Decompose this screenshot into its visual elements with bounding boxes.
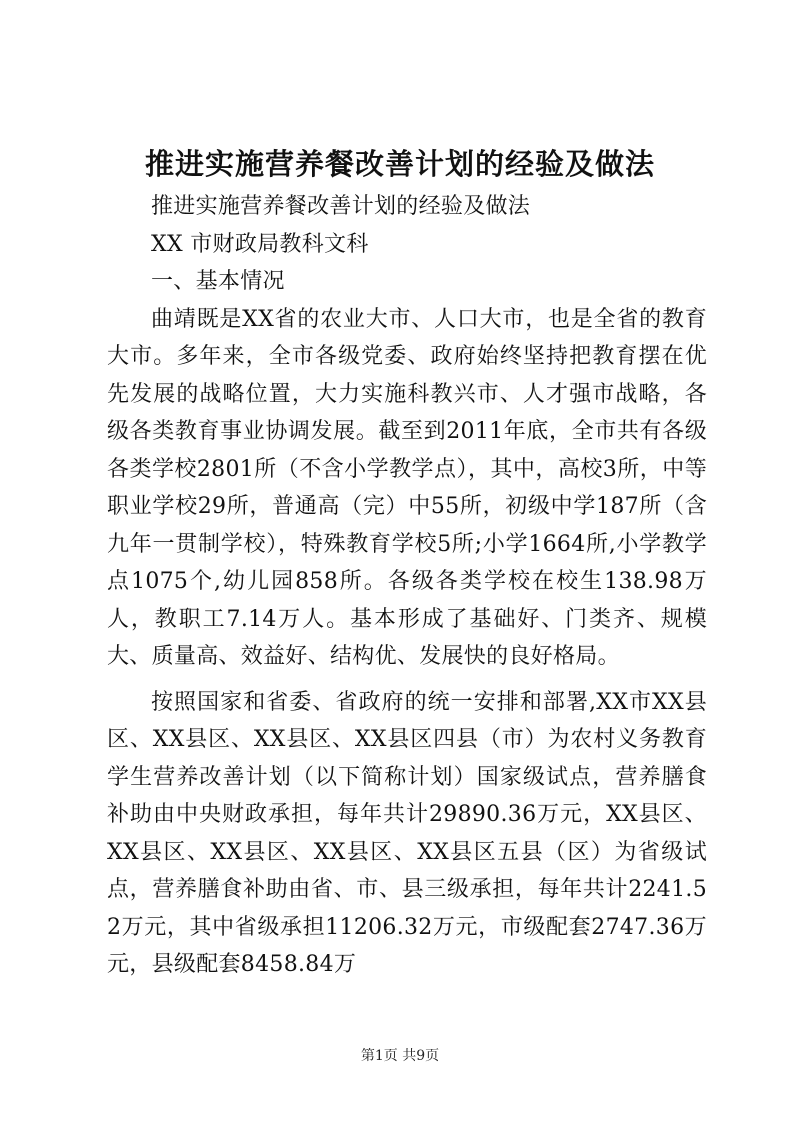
paragraph: 按照国家和省委、省政府的统一安排和部署,XX市XX县区、XX县区、XX县区、XX县区四县（市）为农村义务教育学生营养改善计划（以下简称计划）国家级试点，营养膳食补助由中央财政承担，每年共计29890.36万元，XX县区、XX县区、XX县区、XX县区、XX县区五县（区）为省级试点，营养膳食补助由省、市、县三级承担，每年共计2241.52万元，其中省级承担11206.32万元，市级配套2747.36万元，县级配套8458.84万 <box>107 689 707 977</box>
paragraph: 曲靖既是XX省的农业大市、人口大市，也是全省的教育大市。多年来，全市各级党委、政府始终坚持把教育摆在优先发展的战略位置，大力实施科教兴市、人才强市战略，各级各类教育事业协调发展。截至到2011年底，全市共有各级各类学校2801所（不含小学教学点），其中，高校3所，中等职业学校29所，普通高（完）中55所，初级中学187所（含九年一贯制学校），特殊教育学校5所;小学1664所,小学教学点1075个,幼儿园858所。各级各类学校在校生138.98万人，教职工7.14万人。基本形成了基础好、门类齐、规模大、质量高、效益好、结构优、发展快的良好格局。 <box>107 306 707 669</box>
subtitle-line: 推进实施营养餐改善计划的经验及做法 <box>151 194 531 219</box>
page-footer: 第1页 共9页 <box>360 1048 440 1064</box>
document-title: 推进实施营养餐改善计划的经验及做法 <box>144 147 655 181</box>
document-body <box>107 188 707 984</box>
section-heading: 一、基本情况 <box>151 269 285 294</box>
author-line: XX 市财政局教科文科 <box>151 231 369 257</box>
